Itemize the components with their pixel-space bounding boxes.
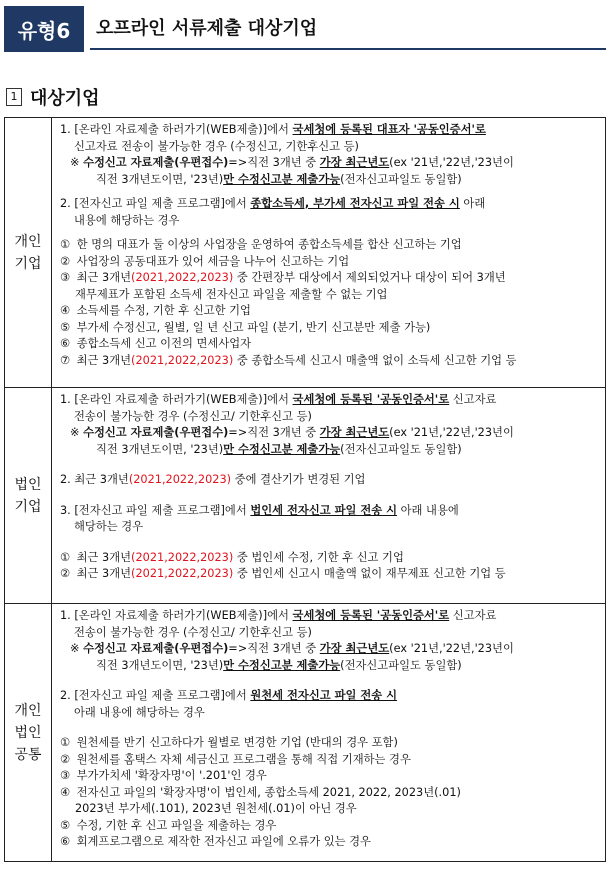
condition-2: 2. 최근 3개년(2021,2022,2023) 중에 결산기가 변경된 기업: [60, 473, 366, 486]
revision-note-cont: 직전 3개년도이면, '23년)만 수정신고분 제출가능(전자신고파일도 동일함): [96, 172, 462, 186]
target-company-table: [4, 117, 606, 862]
title-underline: [90, 48, 606, 50]
row-content-individual: [52, 118, 606, 388]
condition-1: 1. [온라인 자료제출 하러가기(WEB제출)]에서 국세청에 등록된 대표자 '공동인증서'로: [60, 123, 486, 136]
list-item-cont: 2023년 부가세(.101), 2023년 원천세(.01)이 아닌 경우: [75, 802, 357, 815]
list-item: ① 원천세를 반기 신고하다가 월별로 변경한 기업 (반대의 경우 포함): [60, 736, 398, 749]
section-heading: [6, 84, 100, 110]
row-label-line: 기업: [14, 255, 42, 272]
revision-note-cont: 직전 3개년도이면, '23년)만 수정신고분 제출가능(전자신고파일도 동일함): [96, 442, 462, 456]
condition-1-cont: 신고자료 전송이 불가능한 경우 (수정신고, 기한후신고 등): [74, 139, 359, 153]
list-item: ② 원천세를 홈택스 자체 세금신고 프로그램을 통해 직접 기재하는 경우: [60, 752, 411, 766]
row-label-line: 기업: [14, 498, 42, 515]
condition-1-cont: 전송이 불가능한 경우 (수정신고/ 기한후신고 등): [74, 409, 312, 423]
list-item: ② 사업장의 공동대표가 있어 세금을 나누어 신고하는 기업: [60, 254, 350, 268]
row-label-line: 개인: [14, 233, 42, 250]
section-title: 대상기업: [30, 88, 100, 109]
list-item: ⑤ 부가세 수정신고, 월별, 일 년 신고 파일 (분기, 반기 신고분만 제출 가능): [60, 320, 431, 334]
revision-note: ※ 수정신고 자료제출(우편접수)=>직전 3개년 중 가장 최근년도(ex '21년,'22년,'23년이: [70, 426, 514, 439]
condition-3-cont: 해당하는 경우: [74, 520, 144, 533]
table-row-individual: [5, 118, 606, 388]
row-label-common: [5, 604, 52, 862]
condition-1-cont: 전송이 불가능한 경우 (수정신고/ 기한후신고 등): [74, 625, 312, 639]
list-item-cont: 재무제표가 포함된 소득세 전자신고 파일을 제출할 수 없는 기업: [75, 287, 388, 301]
condition-1: 1. [온라인 자료제출 하러가기(WEB제출)]에서 국세청에 등록된 '공동인증서'로 신고자료: [60, 393, 497, 406]
section-number-box: 1: [6, 88, 22, 106]
row-content-corporate: [52, 388, 606, 604]
condition-2-cont: 내용에 해당하는 경우: [74, 213, 180, 227]
condition-2: 2. [전자신고 파일 제출 프로그램]에서 원천세 전자신고 파일 전송 시: [60, 689, 398, 702]
list-item: ⑥ 종합소득세 신고 이전의 면세사업자: [60, 337, 252, 350]
table-row-common: [5, 604, 606, 862]
list-item: ④ 전자신고 파일의 '확장자명'이 법인세, 종합소득세 2021, 2022, 2023년(.01): [60, 785, 461, 799]
row-label-line: 개인: [14, 702, 42, 719]
list-item: ⑥ 회계프로그램으로 제작한 전자신고 파일에 오류가 있는 경우: [60, 835, 371, 848]
revision-note: ※ 수정신고 자료제출(우편접수)=>직전 3개년 중 가장 최근년도(ex '21년,'22년,'23년이: [70, 156, 514, 169]
condition-1: 1. [온라인 자료제출 하러가기(WEB제출)]에서 국세청에 등록된 '공동인증서'로 신고자료: [60, 609, 497, 622]
list-item: ④ 소득세를 수정, 기한 후 신고한 기업: [60, 304, 251, 317]
revision-note-cont: 직전 3개년도이면, '23년)만 수정신고분 제출가능(전자신고파일도 동일함): [96, 658, 462, 672]
list-item: ⑤ 수정, 기한 후 신고 파일을 제출하는 경우: [60, 818, 277, 832]
row-label-line: 법인: [14, 476, 42, 493]
list-item: ① 최근 3개년(2021,2022,2023) 중 법인세 수정, 기한 후 신고 기업: [60, 550, 404, 564]
revision-note: ※ 수정신고 자료제출(우편접수)=>직전 3개년 중 가장 최근년도(ex '21년,'22년,'23년이: [70, 642, 514, 655]
row-label-line: 법인: [14, 724, 42, 741]
table-row-corporate: [5, 388, 606, 604]
row-label-line: 공통: [14, 746, 42, 763]
list-item: ③ 최근 3개년(2021,2022,2023) 중 간편장부 대상에서 제외되었거나 대상이 되어 3개년: [60, 271, 506, 284]
condition-3: 3. [전자신고 파일 제출 프로그램]에서 법인세 전자신고 파일 전송 시 아래 내용에: [60, 503, 459, 517]
type-badge: 유형6: [4, 6, 84, 52]
condition-2-cont: 아래 내용에 해당하는 경우: [74, 705, 205, 719]
row-content-common: [52, 604, 606, 862]
list-item: ① 한 명의 대표가 둘 이상의 사업장을 운영하여 종합소득세를 합산 신고하는 기업: [60, 238, 462, 251]
list-item: ② 최근 3개년(2021,2022,2023) 중 법인세 신고시 매출액 없이 재무제표 신고한 기업 등: [60, 567, 506, 580]
list-item: ③ 부가가치세 '확장자명'이 '.201'인 경우: [60, 769, 267, 782]
row-label-individual: [5, 118, 52, 388]
condition-2: 2. [전자신고 파일 제출 프로그램]에서 종합소득세, 부가세 전자신고 파일 전송 시 아래: [60, 197, 486, 210]
list-item: ⑦ 최근 3개년(2021,2022,2023) 중 종합소득세 신고시 매출액 없이 소득세 신고한 기업 등: [60, 353, 517, 367]
page-title: 오프라인 서류제출 대상기업: [96, 18, 318, 39]
row-label-corporate: [5, 388, 52, 604]
